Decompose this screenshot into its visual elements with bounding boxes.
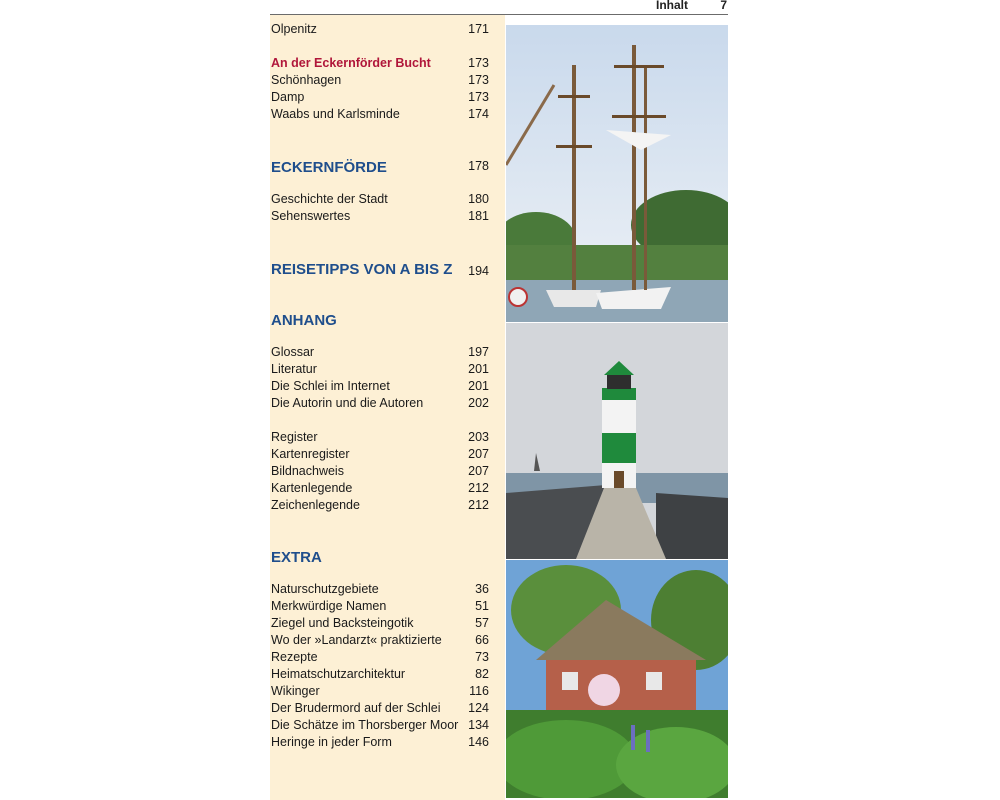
toc-chapter-heading[interactable]: ECKERNFÖRDE 178 bbox=[271, 159, 489, 176]
photo-column bbox=[506, 25, 728, 798]
toc-entry[interactable]: Kartenlegende 212 bbox=[271, 481, 489, 495]
toc-entry[interactable]: Heringe in jeder Form 146 bbox=[271, 735, 489, 749]
toc-entry[interactable]: Die Schlei im Internet 201 bbox=[271, 379, 489, 393]
toc-chapter-heading[interactable]: REISETIPPS VON A BIS Z 194 bbox=[271, 261, 489, 278]
toc-entry[interactable]: Merkwürdige Namen 51 bbox=[271, 599, 489, 613]
toc-entry[interactable]: Sehenswertes 181 bbox=[271, 209, 489, 223]
toc-entry[interactable]: Kartenregister 207 bbox=[271, 447, 489, 461]
toc-entry[interactable]: Ziegel und Backsteingotik 57 bbox=[271, 616, 489, 630]
toc-entry[interactable]: Rezepte 73 bbox=[271, 650, 489, 664]
header-title: Inhalt bbox=[656, 0, 688, 12]
toc-entry[interactable]: Register 203 bbox=[271, 430, 489, 444]
toc-entry[interactable]: Geschichte der Stadt 180 bbox=[271, 192, 489, 206]
toc-entry[interactable]: Wikinger 116 bbox=[271, 684, 489, 698]
toc-entry[interactable]: Damp 173 bbox=[271, 90, 489, 104]
toc-entry[interactable]: Zeichenlegende 212 bbox=[271, 498, 489, 512]
header-page-number: 7 bbox=[720, 0, 727, 12]
toc-entry[interactable]: Bildnachweis 207 bbox=[271, 464, 489, 478]
lighthouse-photo bbox=[506, 323, 728, 559]
tall-ships-photo bbox=[506, 25, 728, 322]
thatched-house-photo bbox=[506, 560, 728, 798]
toc-subsection[interactable]: An der Eckernförder Bucht 173 bbox=[271, 56, 489, 70]
toc-entry[interactable]: Heimatschutzarchitektur 82 bbox=[271, 667, 489, 681]
toc-entry[interactable]: Olpenitz 171 bbox=[271, 22, 489, 36]
toc-chapter-heading[interactable]: ANHANG bbox=[271, 312, 337, 329]
toc-column bbox=[270, 15, 505, 800]
toc-entry[interactable]: Naturschutzgebiete 36 bbox=[271, 582, 489, 596]
toc-entry[interactable]: Wo der »Landarzt« praktizierte 66 bbox=[271, 633, 489, 647]
toc-entry[interactable]: Waabs und Karlsminde 174 bbox=[271, 107, 489, 121]
toc-entry[interactable]: Literatur 201 bbox=[271, 362, 489, 376]
running-header bbox=[270, 0, 728, 15]
toc-entry[interactable]: Glossar 197 bbox=[271, 345, 489, 359]
toc-entry[interactable]: Die Autorin und die Autoren 202 bbox=[271, 396, 489, 410]
toc-entry[interactable]: Der Brudermord auf der Schlei 124 bbox=[271, 701, 489, 715]
toc-entry[interactable]: Schönhagen 173 bbox=[271, 73, 489, 87]
book-page bbox=[270, 0, 728, 800]
toc-chapter-heading[interactable]: EXTRA bbox=[271, 549, 322, 566]
toc-entry[interactable]: Die Schätze im Thorsberger Moor 134 bbox=[271, 718, 489, 732]
